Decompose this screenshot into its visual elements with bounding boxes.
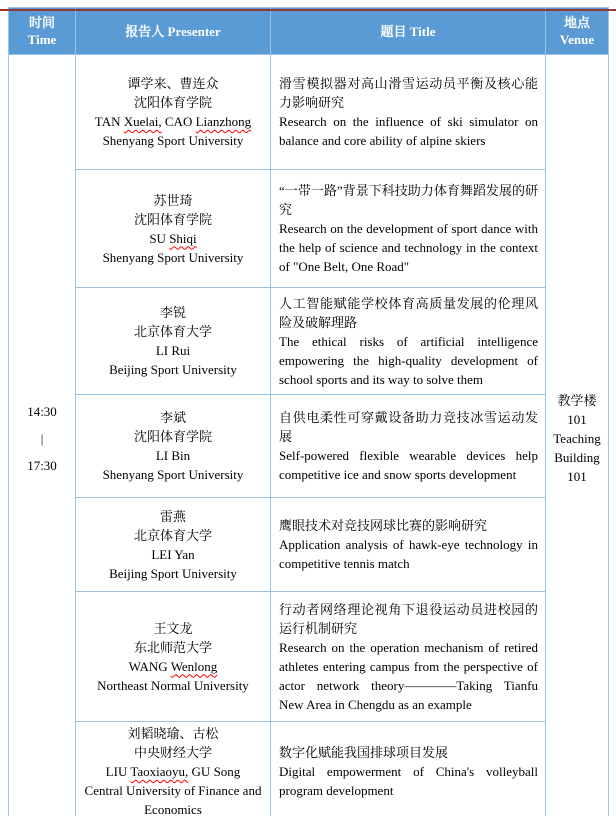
plain-text: LIU (105, 764, 131, 779)
venue-en: Teaching Building 101 (553, 431, 601, 484)
presenter-affiliation-en: Shenyang Sport University (102, 133, 244, 148)
presenter-affiliation-zh: 沈阳体育学院 (133, 429, 212, 444)
title-en: Application analysis of hawk-eye technology in competitive tennis match (279, 537, 538, 571)
presenter-affiliation-zh: 沈阳体育学院 (133, 211, 212, 227)
spellcheck-marked-text: Shiqi (169, 230, 197, 246)
presenter-name-zh: 李锐 (159, 305, 186, 320)
presenter-affiliation-en: Northeast Normal University (97, 677, 249, 693)
title-zh: 滑雪模拟器对高山滑雪运动员平衡及核心能力影响研究 (279, 76, 538, 110)
title-cell (271, 592, 546, 722)
presenter-cell (76, 55, 271, 170)
header-venue-zh: 地点 (563, 15, 590, 30)
title-en: Digital empowerment of China's volleyball program development (279, 764, 538, 798)
header-presenter: 报告人 Presenter (76, 8, 271, 55)
time-separator: | (40, 431, 44, 446)
header-venue-en: Venue (559, 32, 595, 47)
plain-text: WANG (128, 658, 171, 674)
title-zh: “一带一路”背景下科技助力体育舞蹈发展的研究 (279, 183, 538, 217)
table-row (9, 170, 609, 288)
presenter-affiliation-zh: 沈阳体育学院 (133, 95, 212, 110)
title-zh: 自供电柔性可穿戴设备助力竞技冰雪运动发展 (279, 410, 538, 444)
title-zh: 鹰眼技术对竞技网球比赛的影响研究 (279, 518, 488, 533)
presenter-name-en (79, 446, 267, 465)
presenter-name-en (79, 341, 267, 360)
table-body (9, 55, 609, 816)
header-venue (546, 8, 609, 55)
time-end: 17:30 (27, 458, 57, 473)
presenter-cell (76, 395, 271, 498)
presenter-affiliation-zh: 东北师范大学 (133, 639, 212, 655)
session-schedule-table (8, 7, 609, 816)
table-row (9, 592, 609, 722)
plain-text: LI Bin (155, 448, 191, 463)
presenter-cell (76, 498, 271, 592)
spellcheck-marked-text: Wenlong (170, 658, 218, 674)
title-cell (271, 55, 546, 170)
header-time-zh: 时间 (28, 15, 55, 30)
presenter-affiliation-en: Beijing Sport University (109, 565, 237, 581)
presenter-name-en (79, 112, 267, 131)
page-top-rule (0, 9, 616, 11)
plain-text: LI Rui (155, 343, 191, 358)
presenter-name-en (79, 657, 267, 676)
title-cell (271, 722, 546, 816)
spellcheck-marked-text: Lianzhong (195, 114, 252, 129)
presenter-name-zh: 王文龙 (153, 620, 193, 636)
presenter-affiliation-en: Shenyang Sport University (102, 467, 244, 482)
plain-text: TAN (94, 114, 124, 129)
presenter-cell (76, 170, 271, 288)
presenter-name-en (79, 229, 267, 248)
presenter-cell (76, 592, 271, 722)
presenter-affiliation-zh: 中央财经大学 (133, 745, 212, 760)
table-row (9, 498, 609, 592)
title-cell (271, 288, 546, 395)
table-header (9, 8, 609, 55)
document-page (0, 7, 616, 816)
table-row (9, 288, 609, 395)
table-row (9, 55, 609, 170)
header-time-en: Time (27, 32, 57, 47)
presenter-cell (76, 722, 271, 816)
header-row (9, 8, 609, 55)
title-en: Research on the development of sport dance with the help of science and technology in the context of "One Belt, One Road" (279, 221, 538, 274)
presenter-name-zh: 李斌 (159, 410, 186, 425)
venue-cell (546, 55, 609, 816)
presenter-affiliation-en: Shenyang Sport University (102, 249, 244, 265)
presenter-affiliation-zh: 北京体育大学 (133, 324, 212, 339)
time-cell (9, 55, 76, 816)
title-en: The ethical risks of artificial intelligence empowering the high-quality development of school sports and its way to solve them (279, 333, 538, 387)
presenter-affiliation-en: Central University of Finance and Economics (84, 783, 262, 816)
presenter-affiliation-zh: 北京体育大学 (133, 527, 212, 543)
presenter-cell (76, 288, 271, 395)
presenter-name-zh: 苏世琦 (153, 192, 193, 208)
plain-text: LEI Yan (151, 546, 195, 562)
plain-text: CAO (161, 114, 196, 129)
presenter-name-zh: 雷燕 (159, 508, 186, 524)
presenter-name-zh: 谭学来、曹连众 (127, 76, 219, 91)
title-cell (271, 170, 546, 288)
spellcheck-marked-text: Taoxiaoyu, (130, 764, 189, 779)
table-row (9, 395, 609, 498)
header-time (9, 8, 76, 55)
title-en: Research on the influence of ski simulator on balance and core ability of alpine skiers (279, 114, 538, 148)
presenter-affiliation-en: Beijing Sport University (109, 362, 237, 377)
title-zh: 数字化赋能我国排球项目发展 (279, 745, 449, 760)
presenter-name-en (79, 762, 267, 781)
title-zh: 行动者网络理论视角下退役运动员进校园的运行机制研究 (279, 601, 538, 636)
title-zh: 人工智能赋能学校体育高质量发展的伦理风险及破解理路 (279, 295, 538, 330)
presenter-name-zh: 刘韬晓瑜、古松 (127, 726, 219, 741)
venue-zh: 教学楼101 (557, 393, 597, 427)
presenter-name-en (79, 545, 267, 564)
title-en: Self-powered flexible wearable devices help competitive ice and snow sports development (279, 448, 538, 482)
title-en: Research on the operation mechanism of retired athletes entering campus from the perspective of actor network theory————Taking Tianfu New Area in Chengdu as an example (279, 639, 538, 712)
spellcheck-marked-text: Xuelai, (123, 114, 162, 129)
plain-text: GU Song (188, 764, 241, 779)
plain-text: SU (149, 230, 170, 246)
title-cell (271, 395, 546, 498)
time-start: 14:30 (27, 404, 57, 419)
header-title: 题目 Title (271, 8, 546, 55)
title-cell (271, 498, 546, 592)
table-row (9, 722, 609, 816)
